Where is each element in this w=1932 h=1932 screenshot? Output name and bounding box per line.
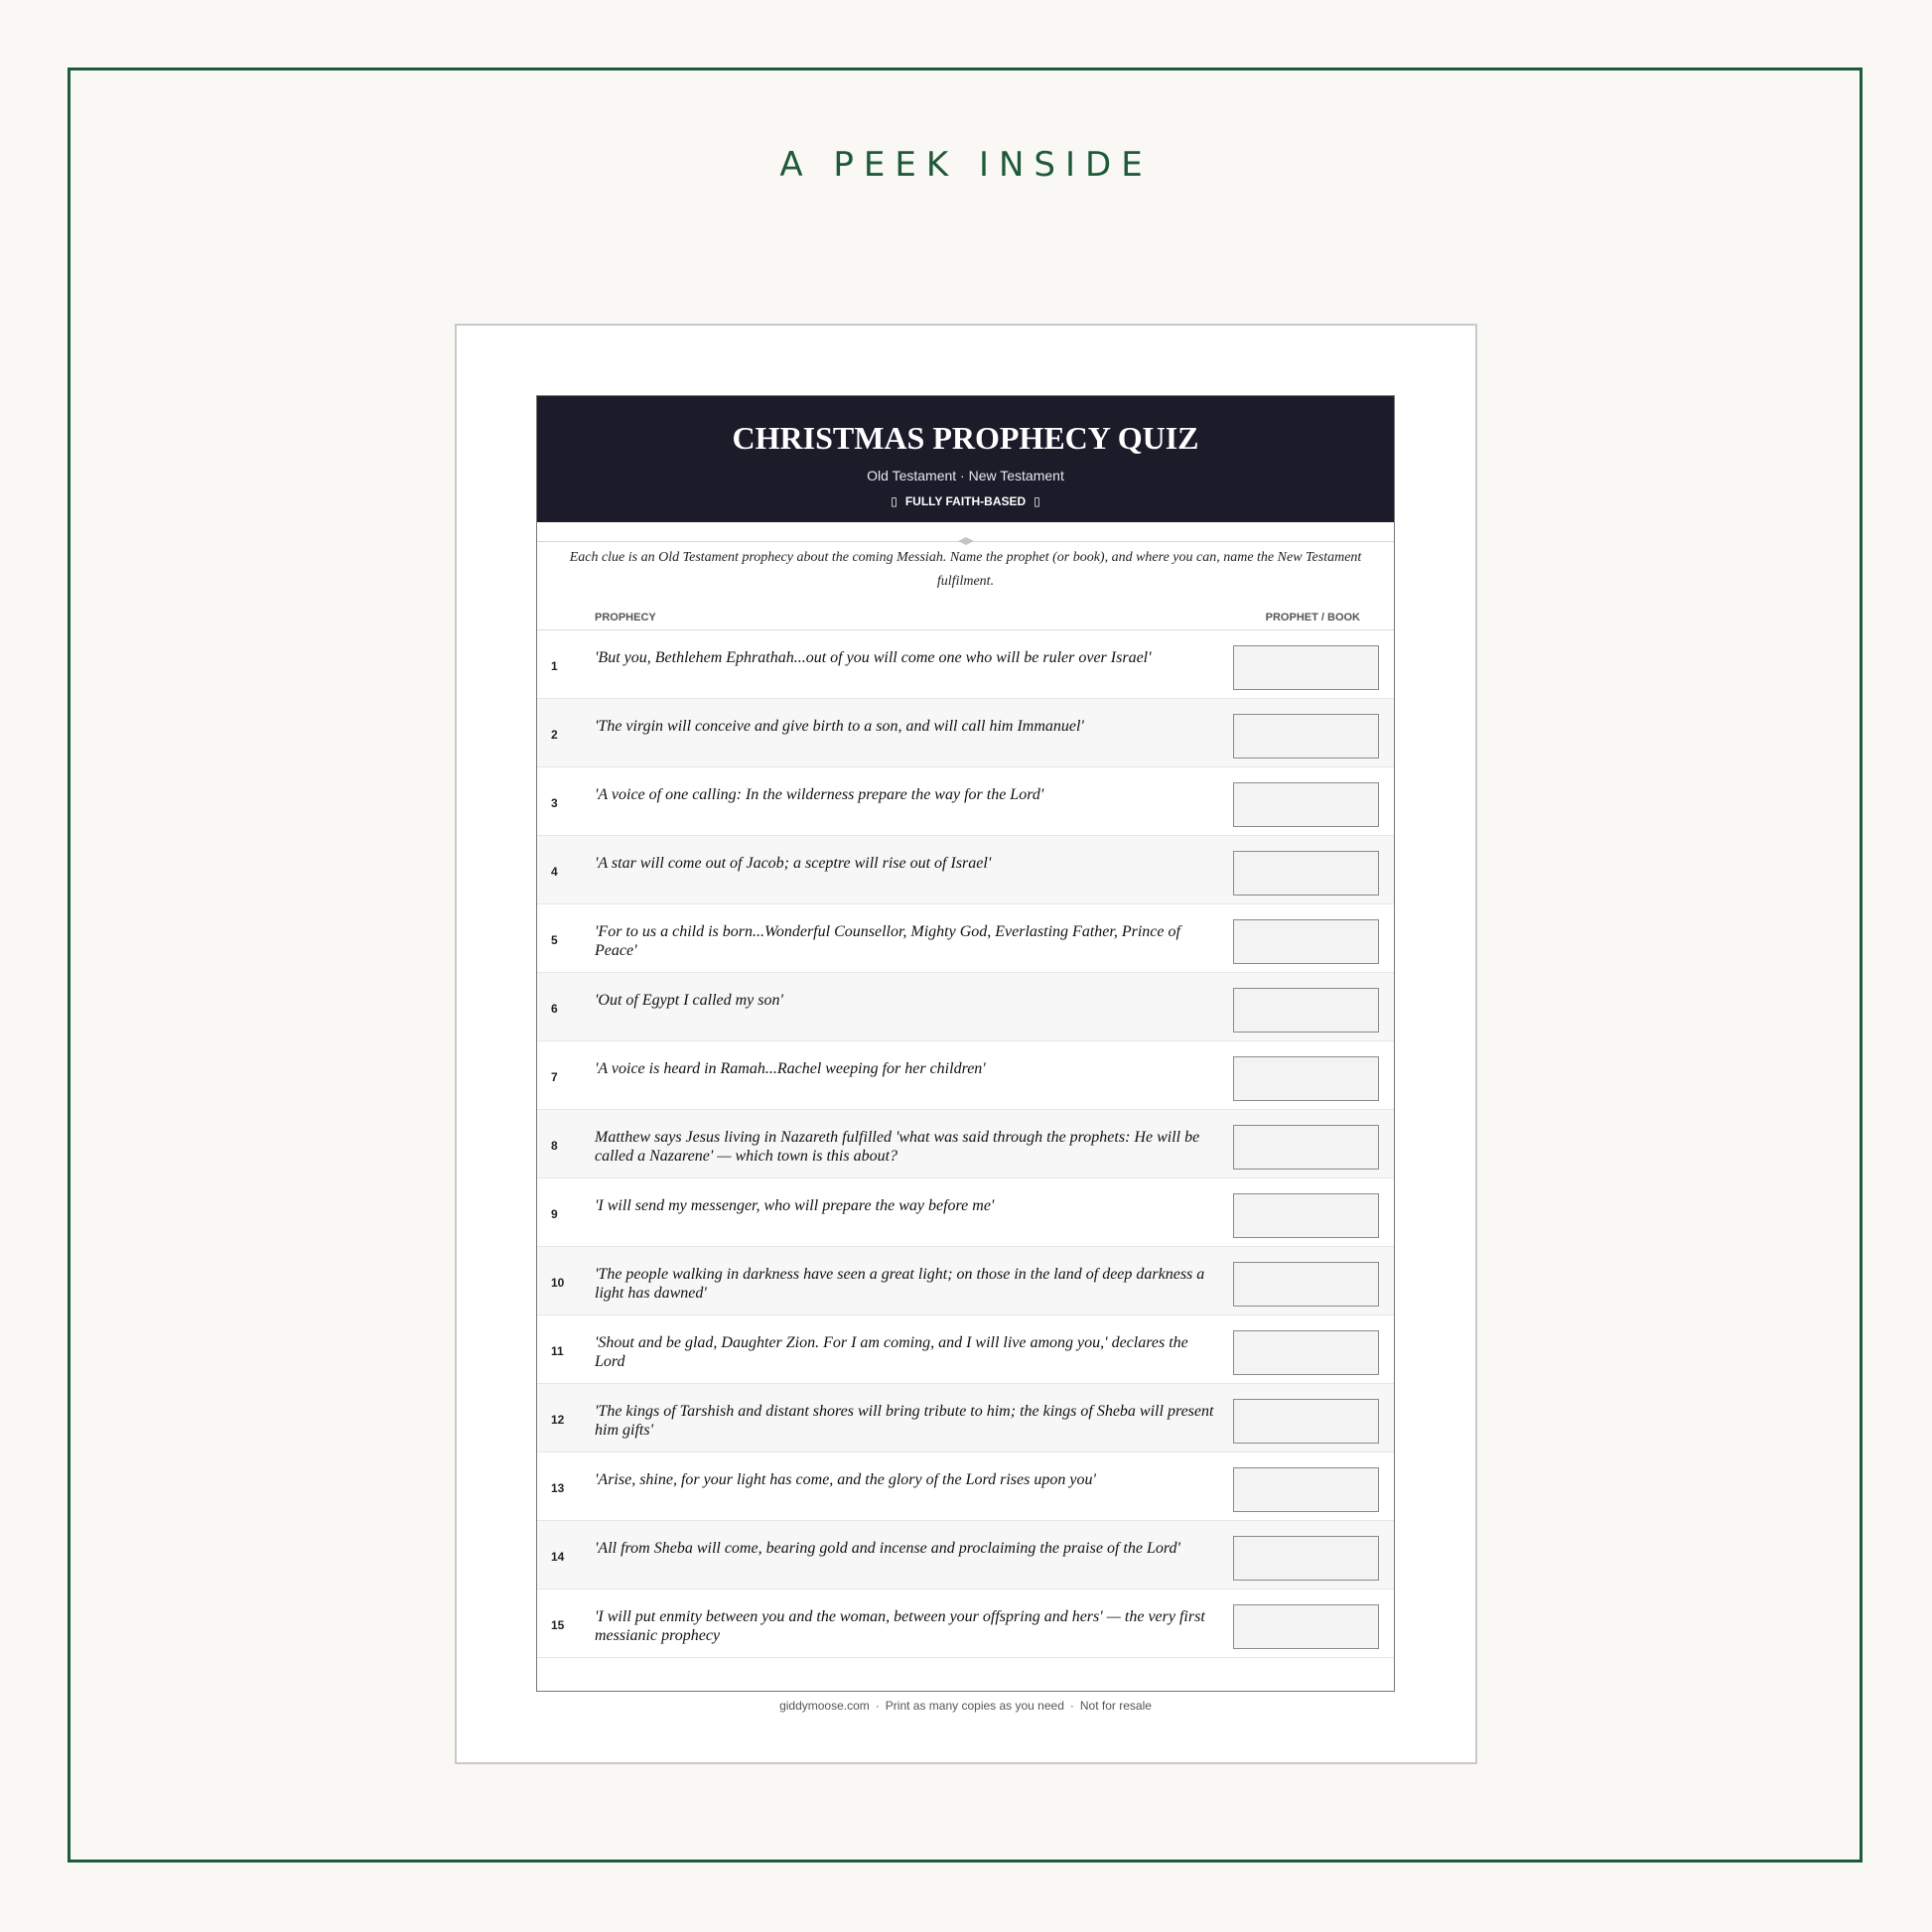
question-text: 'The kings of Tarshish and distant shores will bring tribute to him; the kings of Sheba will present him gifts' bbox=[595, 1403, 1214, 1439]
question-number: 4 bbox=[551, 865, 558, 879]
footer-separator: · bbox=[875, 1699, 880, 1713]
ornament-divider bbox=[537, 522, 1394, 542]
question-row bbox=[537, 1041, 1394, 1110]
question-number: 5 bbox=[551, 933, 558, 947]
question-text: 'I will put enmity between you and the woman, between your offspring and hers' — the very first messianic prophecy bbox=[595, 1608, 1205, 1644]
question-number: 13 bbox=[551, 1481, 565, 1495]
question-row bbox=[537, 1452, 1394, 1521]
answer-box[interactable] bbox=[1233, 1467, 1379, 1512]
question-text: Matthew says Jesus living in Nazareth fulfilled 'what was said through the prophets: He will be called a Nazarene' — which town is this about? bbox=[595, 1129, 1200, 1165]
document-subtitle: Old Testament · New Testament bbox=[867, 468, 1064, 483]
question-row bbox=[537, 630, 1394, 699]
question-row bbox=[537, 904, 1394, 973]
question-list bbox=[537, 630, 1394, 1658]
question-text: 'The virgin will conceive and give birth to a son, and will call him Immanuel' bbox=[595, 718, 1084, 735]
badge-left-icon: ▯ bbox=[891, 494, 897, 508]
question-row bbox=[537, 1384, 1394, 1452]
answer-box[interactable] bbox=[1233, 1125, 1379, 1170]
question-text: 'Arise, shine, for your light has come, and the glory of the Lord rises upon you' bbox=[595, 1471, 1096, 1488]
question-row bbox=[537, 1315, 1394, 1384]
answer-box[interactable] bbox=[1233, 851, 1379, 896]
footer-resale: Not for resale bbox=[1079, 1699, 1152, 1713]
footer-site: giddymoose.com bbox=[779, 1699, 870, 1713]
quiz-document bbox=[536, 395, 1395, 1692]
answer-box[interactable] bbox=[1233, 1193, 1379, 1238]
question-row bbox=[537, 836, 1394, 904]
diamond-ornament-icon bbox=[958, 537, 974, 545]
question-text: 'A star will come out of Jacob; a sceptre will rise out of Israel' bbox=[595, 855, 992, 872]
question-number: 14 bbox=[551, 1550, 565, 1564]
question-row bbox=[537, 1589, 1394, 1658]
answer-box[interactable] bbox=[1233, 782, 1379, 827]
question-row bbox=[537, 1521, 1394, 1589]
badge-right-icon: ▯ bbox=[1034, 494, 1040, 508]
question-number: 8 bbox=[551, 1139, 558, 1153]
answer-box[interactable] bbox=[1233, 919, 1379, 964]
answer-box[interactable] bbox=[1233, 1604, 1379, 1649]
column-headers bbox=[537, 602, 1394, 630]
question-text: 'All from Sheba will come, bearing gold and incense and proclaiming the praise of the Lord' bbox=[595, 1540, 1180, 1557]
question-number: 1 bbox=[551, 659, 558, 673]
answer-box[interactable] bbox=[1233, 1536, 1379, 1581]
question-number: 10 bbox=[551, 1276, 565, 1290]
answer-box[interactable] bbox=[1233, 714, 1379, 759]
document-header bbox=[537, 396, 1394, 522]
answer-box[interactable] bbox=[1233, 645, 1379, 690]
question-number: 15 bbox=[551, 1618, 565, 1632]
answer-box[interactable] bbox=[1233, 1330, 1379, 1375]
footer-copies: Print as many copies as you need bbox=[885, 1699, 1064, 1713]
question-text: 'But you, Bethlehem Ephrathah...out of you will come one who will be ruler over Israel' bbox=[595, 649, 1152, 666]
question-row bbox=[537, 767, 1394, 836]
badge-label: FULLY FAITH-BASED bbox=[904, 494, 1027, 508]
footer bbox=[536, 1699, 1395, 1713]
column-header-prophecy: PROPHECY bbox=[595, 612, 656, 623]
question-number: 7 bbox=[551, 1070, 558, 1084]
question-row bbox=[537, 973, 1394, 1041]
footer-separator: · bbox=[1069, 1699, 1074, 1713]
question-text: 'Shout and be glad, Daughter Zion. For I am coming, and I will live among you,' declares the Lord bbox=[595, 1334, 1188, 1370]
answer-box[interactable] bbox=[1233, 988, 1379, 1033]
question-number: 9 bbox=[551, 1207, 558, 1221]
question-row bbox=[537, 1178, 1394, 1247]
answer-box[interactable] bbox=[1233, 1056, 1379, 1101]
question-row bbox=[537, 1110, 1394, 1178]
question-number: 3 bbox=[551, 796, 558, 810]
question-text: 'A voice of one calling: In the wilderness prepare the way for the Lord' bbox=[595, 786, 1044, 803]
question-row bbox=[537, 699, 1394, 767]
document-title: CHRISTMAS PROPHECY QUIZ bbox=[732, 420, 1199, 456]
question-number: 12 bbox=[551, 1413, 565, 1427]
question-text: 'For to us a child is born...Wonderful Counsellor, Mighty God, Everlasting Father, Prince of Peace' bbox=[595, 923, 1180, 959]
answer-box[interactable] bbox=[1233, 1399, 1379, 1444]
question-number: 2 bbox=[551, 728, 558, 742]
question-number: 11 bbox=[551, 1344, 564, 1358]
question-row bbox=[537, 1247, 1394, 1315]
instructions-text: Each clue is an Old Testament prophecy about the coming Messiah. Name the prophet (or book), and where you can, name the New Testament fulfilment. bbox=[569, 550, 1362, 589]
question-number: 6 bbox=[551, 1002, 558, 1016]
question-text: 'Out of Egypt I called my son' bbox=[595, 992, 783, 1009]
question-text: 'I will send my messenger, who will prepare the way before me' bbox=[595, 1197, 995, 1214]
question-text: 'The people walking in darkness have seen a great light; on those in the land of deep darkness a light has dawned' bbox=[595, 1266, 1205, 1302]
page-heading: A PEEK INSIDE bbox=[779, 145, 1153, 185]
column-header-prophet-book: PROPHET / BOOK bbox=[1265, 612, 1360, 623]
answer-box[interactable] bbox=[1233, 1262, 1379, 1307]
question-text: 'A voice is heard in Ramah...Rachel weeping for her children' bbox=[595, 1060, 986, 1077]
faith-badge bbox=[537, 494, 1394, 508]
